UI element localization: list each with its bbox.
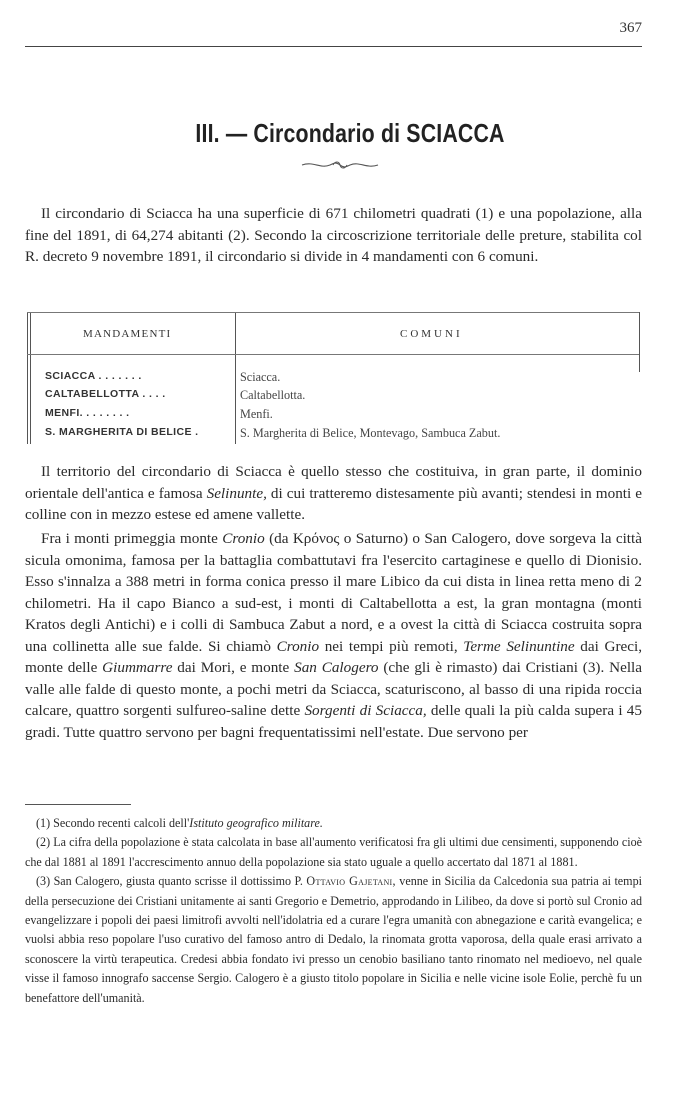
comuni-cell: Menfi. — [240, 407, 273, 421]
table-header-rule — [27, 354, 639, 355]
table-row — [25, 388, 642, 405]
text-run: nei tempi più remoti, — [319, 637, 464, 655]
italic-term: Istituto geografico militare. — [189, 816, 323, 830]
text-run: dai Greci, monte delle — [25, 637, 643, 676]
mandamento-cell: SCIACCA . . . . . . . — [45, 370, 142, 382]
italic-term: Selinunte, — [206, 484, 267, 502]
text-run: delle quali la più calda supera i 45 gradi. Tutte quattro servono per bagni frequentatissimi nell'estate. Due servono per — [25, 702, 642, 741]
text-run: (3) San Calogero, giusta quanto scrisse il dottissimo P. — [36, 874, 307, 889]
header-comuni: COMUNI — [400, 328, 463, 340]
footnote-1 — [25, 814, 642, 833]
mandamento-cell: CALTABELLOTTA . . . . — [45, 388, 166, 400]
footnote-rule — [25, 804, 131, 805]
intro-text: Il circondario di Sciacca ha una superficie di 671 chilometri quadrati (1) e una popolazione, alla fine del 1891, di 64,274 abitanti (2). Secondo la circoscrizione territoriale delle preture, stabilita col R. decreto 9 novembre 1891, il circondario si divide in 4 mandamenti con 6 comuni. — [25, 205, 642, 265]
mandamento-cell: S. MARGHERITA DI BELICE . — [45, 426, 199, 438]
footnote-2 — [25, 833, 642, 872]
chapter-title: III. — Circondario di SCIACCA — [195, 118, 505, 148]
table-row — [25, 407, 642, 424]
italic-term: Giummarre — [102, 659, 173, 676]
table-top-rule — [27, 312, 639, 313]
footnote-3 — [25, 872, 642, 1008]
header-mandamenti: MANDAMENTI — [83, 328, 172, 340]
italic-term: Terme Selinuntine — [463, 637, 575, 655]
text-run: (da Κρόνος o Saturno) o San Calogero, dove sorgeva la città sicula omonima, famosa per la battaglia combattutavi fra l'esercito cartaginese e quello di Dionisio. Esso s'innalza a 388 metri in forma conica presso il mare Libico da cui dista in linea retta meno di 2 chilometri. Ha il capo Bianco a sud-est, i monti di Caltabellotta a est, la gran montagna (monti Kratos degli Antichi) e i colli di Sambuca Zabut a nord, e a ovest la città di Sciacca costruita sopra una collinetta alle sue falde. Si chiamò — [25, 530, 642, 655]
ornament-flourish-icon — [300, 157, 380, 173]
text-run: di cui tratteremo distesamente più avanti; stendesi in monti e colline con in mezzo estese ed amene vallette. — [25, 484, 643, 523]
comuni-cell: S. Margherita di Belice, Montevago, Sambuca Zabut. — [240, 426, 501, 440]
page-number: 367 — [619, 20, 642, 36]
territory-paragraph — [25, 461, 642, 526]
text-run: (che gli è rimasto) dai Cristiani (3). Nella valle alle falde di questo monte, a pochi metri da Sciacca, scaturiscono, al basso di una ripida roccia calcare, quattro sorgenti sulfureo-saline dette — [25, 659, 643, 719]
text-run: Il territorio del circondario di Sciacca è quello stesso che costituiva, in gran parte, il dominio orientale dell'antica e famosa — [25, 463, 642, 502]
italic-term: San Calogero — [294, 659, 379, 676]
cronio-paragraph — [25, 528, 642, 743]
table-row — [25, 426, 642, 443]
italic-term: Sorgenti di Sciacca, — [304, 702, 427, 719]
comuni-cell: Caltabellotta. — [240, 388, 306, 402]
table-right-border — [639, 312, 640, 372]
author-name: Ottavio Gajetani, — [306, 874, 396, 889]
header-rule — [25, 46, 642, 47]
mandamenti-table — [25, 312, 642, 444]
text-run: (1) Secondo recenti calcoli dell' — [36, 816, 190, 830]
text-run: Fra i monti primeggia monte — [41, 530, 223, 547]
italic-term: Cronio — [276, 637, 320, 655]
intro-paragraph — [25, 203, 642, 268]
text-run: venne in Sicilia da Calcedonia sua patria ai tempi della persecuzione dei Cristiani unitamente ai santi Gregorio e Demetrio, approdando in Lilibeo, da dove si portò sul Cronio ad evangelizzare i popoli dei paesi limitrofi avvolti nell'idolatria ed a curare l'egra umanità con abnegazione e carità evangelica; e vuolsi abbia reso popolare l'uso curativo del famoso antro di Dedalo, la rinomata grotta vaporosa, della quale erasi arrivato a sconoscere la virtù terapeutica. Credesi abbia fondato ivi presso un cenobio basiliano tanto rinomato nel medioevo, nel quale visse il famoso innografo saccense Sergio. Calogero è a giusto titolo popolare in Sicilia e nelle vicine isole Eolie, perchè fu un benefattore dell'umanità. — [25, 874, 642, 1005]
table-row — [25, 370, 642, 387]
text-run: dai Mori, e monte — [172, 659, 295, 676]
text-run: (2) La cifra della popolazione è stata calcolata in base all'aumento verificatosi fra gli ultimi due censimenti, supponendo cioè che dal 1881 al 1891 l'accrescimento annuo della popolazione sia stato uguale a quello accertato dal 1871 al 1881. — [25, 835, 642, 869]
footnotes — [25, 814, 642, 1008]
italic-term: Cronio — [222, 530, 265, 547]
mandamento-cell: MENFI. . . . . . . . — [45, 407, 130, 419]
comuni-cell: Sciacca. — [240, 370, 281, 384]
